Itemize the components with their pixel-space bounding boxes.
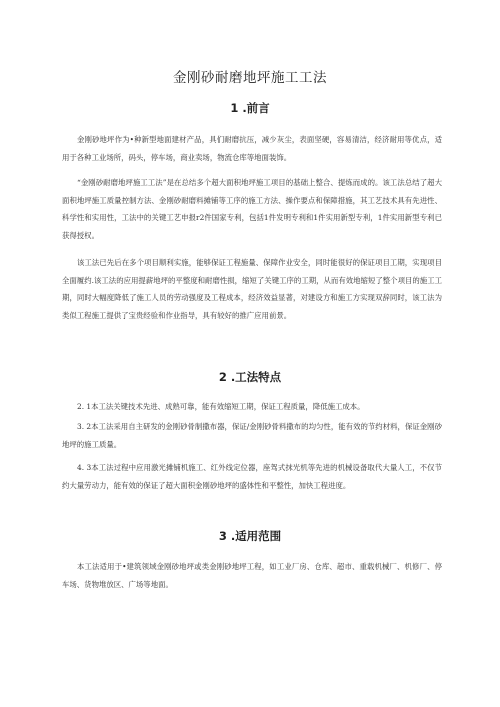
scope-paragraph-1: 本工法适用于•建筑领域金刚砂地坪或类金刚砂地坪工程，如工业厂房、仓库、超市、重载机械厂、机修厂、停车场、货物堆放区、广场等地面。 (62, 562, 442, 589)
preface-paragraph-1: 金刚砂地坪作为•种新型地面建材产品，具们耐磨抗压，减少灰尘，表面坚硬，容易清洁，经济耐用等优点，适用于各种工业场所，码头，停车场，商业卖场，物流仓库等地面装饰。 (62, 135, 442, 162)
section-heading-preface: 1 .前言 (230, 101, 270, 115)
feature-item-2: 3. 2本工法采用自主研发的金刚砂骨制撒布器，保证/金刚砂骨料撒布的均匀性，能有效的节约材料，保证金刚砂地坪的施工质量。 (62, 422, 442, 449)
feature-item-1: 2. 1本工法关键技术先进、成熟可靠，能有效缩短工期，保证工程质量，降低施工成本。 (77, 402, 365, 411)
feature-item-3: 4. 3本工法过程中应用激光摊铺机施工、红外线定位器，座驾式抹光机等先进的机械设备取代大量人工，不仅节约大量劳动力，能有效的保证了超大面积金刚砂地坪的盛体性和平整性，加快工程进度。 (62, 463, 442, 490)
preface-paragraph-2: “金刚砂耐磨地坪施工工法”是在总结多个超大面积地坪施工项目的基础上整合、提炼而成的。该工法总结了超大面积地坪施工质量控制方法、金刚砂耐磨料摊铺等工序的施工方法、操作要点和保障措施，其工艺技术具有先进性、科学性和实用性，工法中的关键工艺申报r2件国家专利，包括1件发明专利和1件实用新型专利，1件实用新型专利已获得授权。 (62, 178, 442, 240)
section-heading-scope: 3 .适用范围 (218, 529, 282, 543)
section-heading-features: 2 .工法特点 (218, 370, 282, 384)
preface-paragraph-3: 该工法已先后在多个项目顺利实施，能够保证工程施量、保障作业安全，同时能很好的保证项目工期，实现项目全面履约.该工法的应用提薪地坪的平整度和耐磨性损，缩短了关键工序的工期，从而有效地缩短了整个项目的施工工期，同时大幅度降低了施工人员的劳动强度及工程成本，经济效益显著，对建设方和施工方实现双辞同时，该工法为类似工程施工提供了宝贵经验和作业指导，具有较好的推广应用前景。 (62, 258, 442, 320)
document-title: 金刚砂耐磨地坪施工工法 (173, 70, 327, 86)
